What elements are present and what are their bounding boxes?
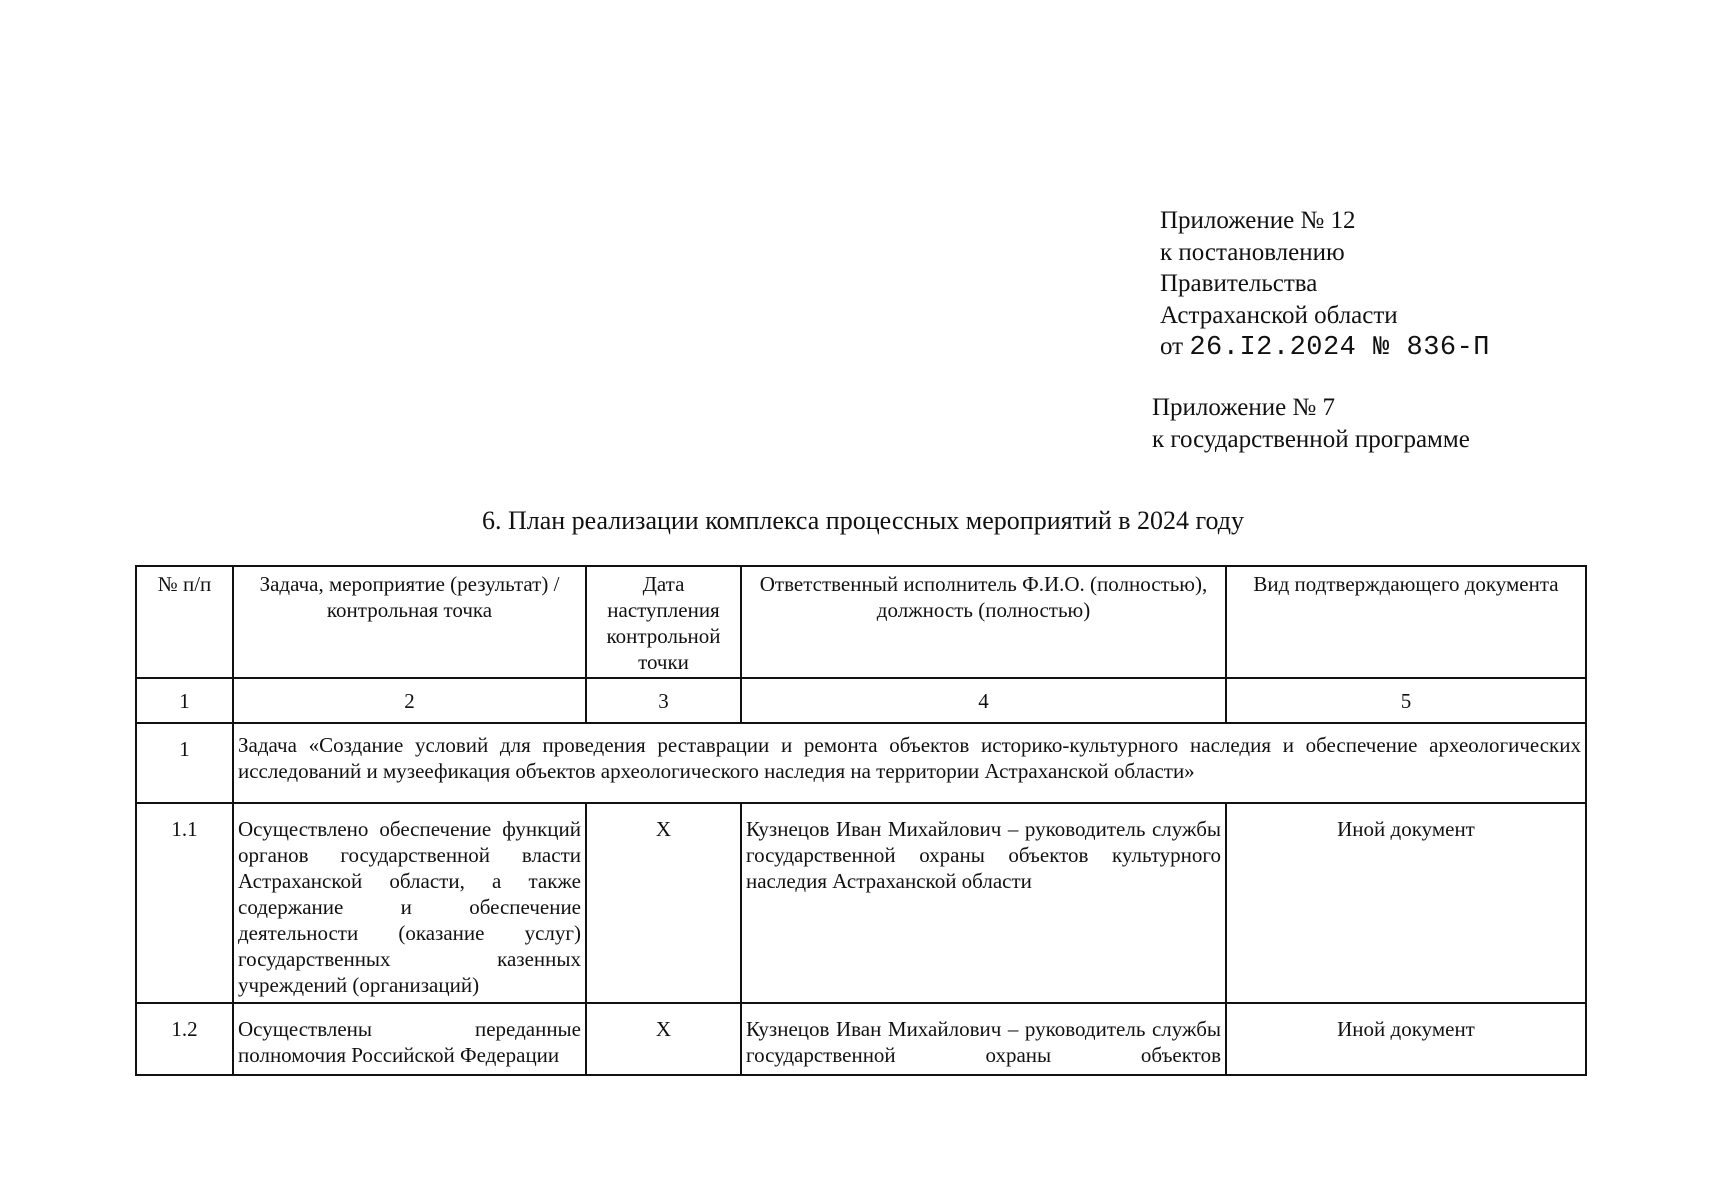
row-responsible: Кузнецов Иван Михайлович – руководитель службы государственной охраны объектов	[741, 1003, 1226, 1075]
row-date: Х	[586, 803, 741, 1003]
appendix-12-block	[1160, 205, 1490, 365]
table-row	[136, 1003, 1586, 1075]
header-cell-date: Дата наступления контрольной точки	[586, 566, 741, 678]
column-number-cell: 4	[741, 678, 1226, 723]
row-number: 1.2	[136, 1003, 233, 1075]
column-number-cell: 2	[233, 678, 586, 723]
resolution-date-number: 26.I2.2024 № 836-П	[1189, 333, 1491, 363]
row-number: 1.1	[136, 803, 233, 1003]
task-row	[136, 723, 1586, 803]
plan-table	[135, 565, 1587, 1076]
row-document: Иной документ	[1226, 1003, 1586, 1075]
appendix-7-title: Приложение № 7	[1152, 394, 1336, 421]
table-header-row	[136, 566, 1586, 678]
section-title: 6. План реализации комплекса процессных мероприятий в 2024 году	[481, 506, 1245, 535]
header-cell-number: № п/п	[136, 566, 233, 678]
column-number-row	[136, 678, 1586, 723]
row-responsible: Кузнецов Иван Михайлович – руководитель службы государственной охраны объектов культурного наследия Астраханской области	[741, 803, 1226, 1003]
table-row	[136, 803, 1586, 1003]
appendix-12-line-4: Астраханской области	[1160, 301, 1398, 329]
row-document: Иной документ	[1226, 803, 1586, 1003]
header-cell-activity: Задача, мероприятие (результат) / контрольная точка	[233, 566, 586, 678]
column-number-cell: 5	[1226, 678, 1586, 723]
appendix-7-block	[1152, 392, 1470, 455]
appendix-12-line-2: к постановлению	[1160, 238, 1345, 266]
row-activity: Осуществлены переданные полномочия Российской Федерации	[233, 1003, 586, 1075]
header-cell-document: Вид подтверждающего документа	[1226, 566, 1586, 678]
date-prefix: от	[1160, 333, 1184, 360]
task-number: 1	[136, 723, 233, 803]
row-activity: Осуществлено обеспечение функций органов государственной власти Астраханской области, а также содержание и обеспечение деятельности (оказание услуг) государственных казенных учреждений (организаций)	[233, 803, 586, 1003]
appendix-12-date-line	[1160, 331, 1490, 365]
appendix-12-title: Приложение № 12	[1160, 207, 1356, 234]
header-cell-responsible: Ответственный исполнитель Ф.И.О. (полностью), должность (полностью)	[741, 566, 1226, 678]
column-number-cell: 1	[136, 678, 233, 723]
appendix-12-line-3: Правительства	[1160, 270, 1318, 297]
task-description: Задача «Создание условий для проведения реставрации и ремонта объектов историко-культурного наследия и обеспечение археологических исследований и музеефикация объектов археологического наследия на территории Астраханской области»	[233, 723, 1586, 803]
row-date: Х	[586, 1003, 741, 1075]
appendix-7-line-2: к государственной программе	[1152, 425, 1470, 453]
column-number-cell: 3	[586, 678, 741, 723]
